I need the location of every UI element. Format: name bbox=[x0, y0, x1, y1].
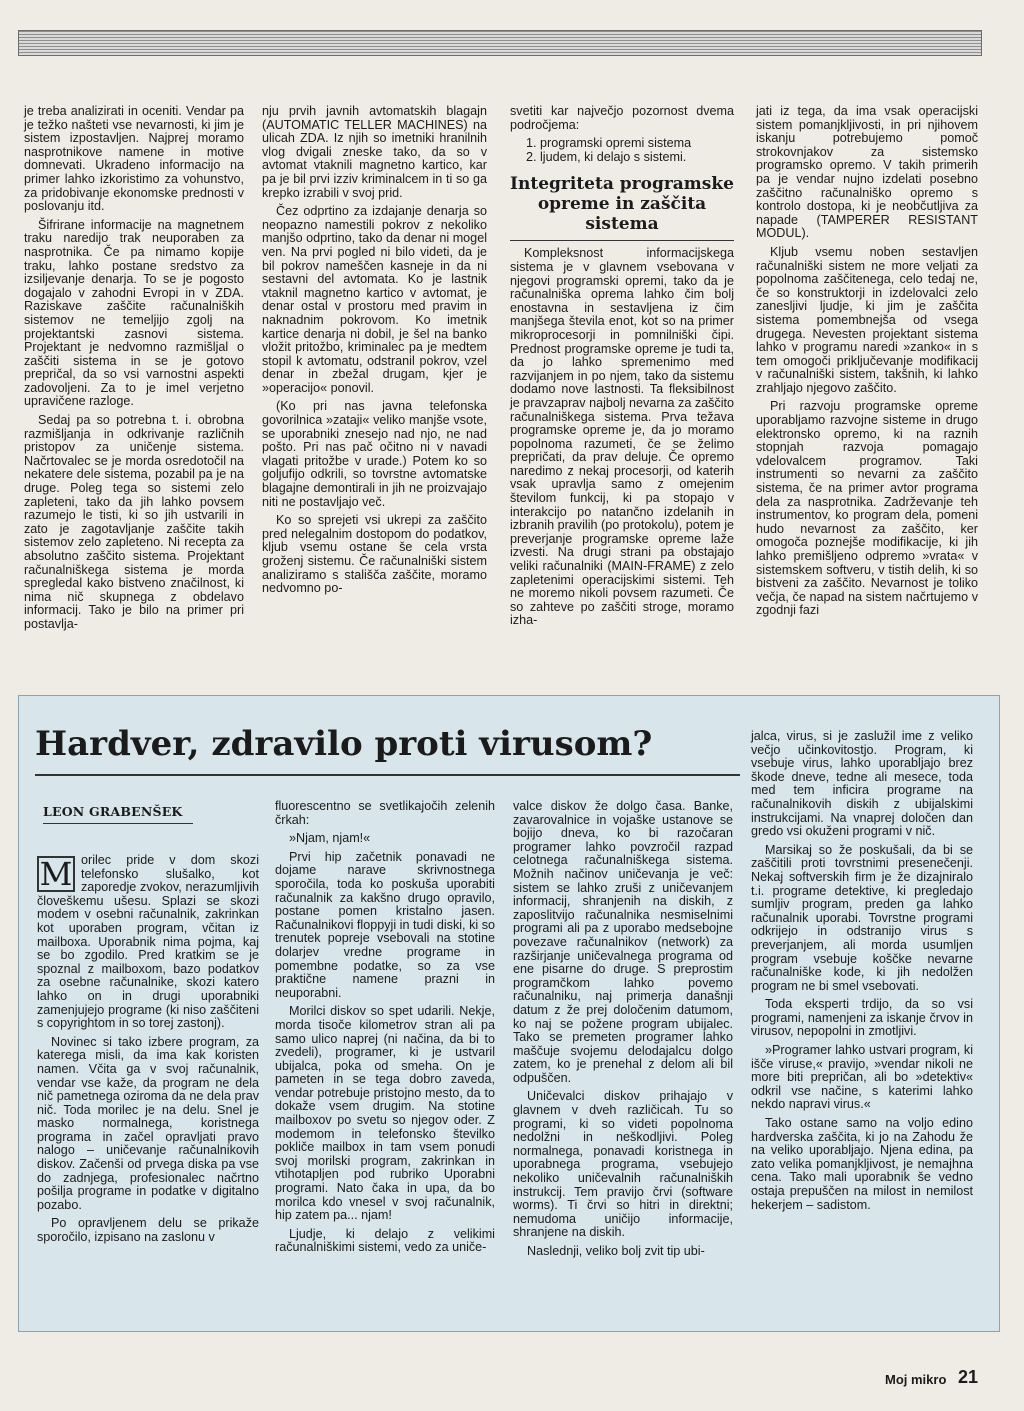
top-article-column-2 bbox=[262, 105, 487, 601]
paragraph: nju prvih javnih avtomatskih blagajn (AUTOMATIC TELLER MACHINES) na ulicah ZDA. Iz njih so imetniki hranilnih vlog dvigali zneske tako, da so v avtomat vtaknili magnetno kartico, kar pa je bil prvi izziv kriminalcem in ti so ga krepko izrabili v svoj prid. bbox=[262, 104, 487, 200]
paragraph: fluorescentno se svetlikajočih zelenih črkah: bbox=[275, 799, 495, 827]
box-column-3 bbox=[513, 800, 733, 1264]
paragraph: jalca, virus, si je zaslužil ime z veliko večjo učinkovitostjo. Program, ki vsebuje virus, lahko uporabljajo brez škode dneve, tedne ali mesece, toda med tem inficira programe na računalnikovih diskih z ubijalskimi instrukcijami. Na vnaprej določen dan gredo vsi okuženi programi v nič. bbox=[751, 729, 973, 839]
paragraph: Novinec si tako izbere program, za katerega misli, da ima kak koristen namen. Včita ga v svoj računalnik, vendar vse kaže, da program ne dela nič pametnega oziroma da ne dela prav nič. Toda morilec je na delu. Snel je masko normalnega, koristnega programa in začel opravljati pravo nalogo – uničevanje računalnikovih diskov. Začenši od prvega diska pa vse do zadnjega, profesionalec načrtno pošilja programe in podatke v digitalno pozabo. bbox=[37, 1034, 259, 1212]
box-column-1 bbox=[37, 854, 259, 1250]
paragraph: Tako ostane samo na voljo edino hardverska zaščita, ki jo na Zahodu že na veliko uporabljajo. Njena edina, pa zato velika pomanjkljivost, je nemajhna cena. Tako mali uporabnik še vedno ostaja prepuščen na milost in nemilost hekerjem – sadistom. bbox=[751, 1116, 973, 1212]
top-article-column-4 bbox=[756, 105, 978, 623]
paragraph: Čez odprtino za izdajanje denarja so neopazno namestili pokrov z nekoliko manjšo odprtino, tako da denar ni mogel ven. Na prvi pogled ni bilo videti, da je bil pokrov nameščen kasneje in da ni sestavni del avtomata. Ko je lastnik vtaknil magnetno kartico v avtomat, je denar ostal v prostoru med pravim in naknadnim pokrovom. Ko imetnik kartice denarja ni dobil, je šel na banko vložit pritožbo, kriminalec pa je medtem stopil k avtomatu, odstranil pokrov, vzel denar in zbežal drugam, kjer je »operacijo« ponovil. bbox=[262, 204, 487, 395]
paragraph: je treba analizirati in oceniti. Vendar pa je težko našteti vse nevarnosti, ki jim je sistem izpostavljen. Najprej moramo nasprotnikove namene in motive domnevati. Ukradeno informacijo na primer lahko izkoristimo za vohunstvo, za pridobivanje ekonomske prednosti v poslovanju itd. bbox=[24, 104, 244, 214]
drop-cap: M bbox=[37, 856, 75, 892]
paragraph: Po opravljenem delu se prikaže sporočilo, izpisano na zaslonu v bbox=[37, 1216, 259, 1245]
box-column-4 bbox=[751, 730, 973, 1217]
author-divider bbox=[43, 823, 193, 824]
paragraph: Sedaj pa so potrebna t. i. obrobna razmišljanja in odkrivanje različnih pristopov za uničenje sistema. Načrtovalec se je morda osredotočil na nekatere dele sistema, pozabil pa je na druge. Poleg tega so sistemi zelo zapleteni, tako da jih lahko povsem razumejo le tisti, ki so jih ustvarili in zato je zagotavljanje zaščite takih sistemov zelo zapleteno. Ni recepta za absolutno zaščito sistema. Projektant računalniškega sistema je morda spregledal kako bistveno značilnost, ki nima nič skupnega z obdelavo informacij. Tako je bilo na primer pri postavlja- bbox=[24, 413, 244, 631]
top-article-column-1 bbox=[24, 105, 244, 637]
paragraph: »Njam, njam!« bbox=[289, 831, 371, 846]
article-author: LEON GRABENŠEK bbox=[43, 804, 183, 819]
magazine-name: Moj mikro bbox=[885, 1372, 947, 1387]
paragraph: valce diskov že dolgo časa. Banke, zavarovalnice in vojaške ustanove se bojijo dneva, ko bi razočaran programer lahko povzročil razpad celotnega računalniškega sistema. Možnih načinov uničevanja je več: sistem se lahko zruši z uničevanjem informacij, shranjenih na diskih, z zaposlitvijo računalnika nesmiselnimi programi ali pa z uporabo medsebojne povezave računalnikov (network) za razširjanje uničevalnega programa od ene pisarne do druge. S preprostim programčkom lahko povemo računalniku, naj primerja današnji datum z že prej določenim datumom, ko naj se požene program ubijalec. Tako se premeten programer lahko maščuje svojemu delodajalcu dolgo zatem, ko je prenehal z delom ali bil odpuščen. bbox=[513, 799, 733, 1085]
header-stripe bbox=[18, 30, 982, 56]
paragraph bbox=[37, 854, 259, 1031]
paragraph: jati iz tega, da ima vsak operacijski sistem pomanjkljivosti, in pri njihovem iskanju potrebujemo pomoč strokovnjakov za sistemsko programsko opremo. V takih primerih pa je vendar nujno izdelati posebno zaščitno računalniško opremo s kontrolo dostopa, ki je neobčutljiva za napade (TAMPERER RESISTANT MODUL). bbox=[756, 104, 978, 241]
paragraph: Ljudje, ki delajo z velikimi računalniškimi sistemi, vedo za uniče- bbox=[275, 1226, 495, 1255]
sidebar-article-box bbox=[18, 695, 1000, 1332]
page-number: 21 bbox=[958, 1367, 979, 1387]
list-item: 1. programski opremi sistema bbox=[540, 137, 734, 151]
paragraph: Ko so sprejeti vsi ukrepi za zaščito pred nelegalnim dostopom do podatkov, kljub vsemu ostane še cela vrsta groženj sistemu. Če računalniški sistem analiziramo s stališča zaščite, moramo nedvomno po- bbox=[262, 513, 487, 596]
paragraph: »Programer lahko ustvari program, ki išče viruse,« pravijo, »vendar nikoli ne more biti prepričan, ali bo »detektiv« odkril vse načine, s katerimi lahko nekdo napravi virus.« bbox=[751, 1043, 973, 1112]
paragraph: Marsikaj so že poskušali, da bi se zaščitili proti tovrstnimi presenečenji. Nekaj softverskih firm je že dizajniralo t.i. programe detektive, ki pregledajo sumljiv program, preden ga lahko računalnik uporabi. Tovrstne programi odkrijejo in odstranijo virus s preverjanjem, ali morda usumljen program vsebuje koščke nevarne računalniške kode, ki jih nedolžen program ne bi smel vsebovati. bbox=[751, 842, 973, 993]
paragraph: Kompleksnost informacijskega sistema je v glavnem vsebovana v njegovi programski opremi, tako da je računalniška oprema lahko čim bolj enostavna in sestavljena iz čim manjšega števila enot, kot so na primer mikroprocesorji in pomnilniški čipi. Prednost programske opreme je tudi ta, da jo lahko spremenimo med razvijanjem in po njem, tako da sistemu dodamo nove lastnosti. Ta fleksibilnost je pravzaprav najbolj nevarna za zaščito računalniškega sistema. Prva težava programske opreme je, da jo moramo popolnoma razumeti, če se želimo prepričati, da prav deluje. Če opremo naredimo z nekaj procesorji, od katerih vsak upravlja samo z omejenim številom funkcij, ki pa stopajo v interakcijo po natančno izdelanih in izbranih pravilih (po protokolu), potem je preverjanje programske opreme laže izvesti. Na drugi strani pa obstajajo veliki računalniki (MAIN-FRAME) z zelo zapletenimi operacijskimi sistemi. Teh ne moremo nikoli povsem razumeti. Če so zahteve po zaščiti stroge, moramo izha- bbox=[510, 246, 735, 628]
topic-list bbox=[510, 137, 734, 164]
paragraph: Morilci diskov so spet udarili. Nekje, morda tisoče kilometrov stran ali pa samo ulico naprej (ni načina, da bi to zvedeli), programer, ki je ustvaril ubijalca, poka od smeha. On je pameten in se tega dobro zaveda, vendar potrebuje pristojno mesto, da to dokaže vsem drugim. Na stotine mailboxov po svetu so njegov oder. Z modemom in telefonsko številko pokliče mailbox in tam vsem ponudi svoj morilski program, zakrinkan in vtihotapljen pod rubriko Uporabni programi. Nato čaka in upa, da bo morilca kdo vnesel v svoj računalnik, hip zatem pa... njam! bbox=[275, 1004, 495, 1223]
title-divider bbox=[35, 774, 740, 776]
paragraph: Toda eksperti trdijo, da so vsi programi, namenjeni za iskanje črvov in virusov, nepopolni in zmotljivi. bbox=[751, 997, 973, 1039]
box-column-2 bbox=[275, 800, 495, 1260]
paragraph: Naslednji, veliko bolj zvit tip ubi- bbox=[527, 1244, 705, 1258]
top-article-column-3 bbox=[510, 105, 734, 633]
paragraph: Šifrirane informacije na magnetnem traku naredijo trak neuporaben za nasprotnika. Če pa nimamo kopije traku, lahko postane sredstvo za izsiljevanje denarja. To se je pogosto dogajalo v zahodni Evropi in v ZDA. Raziskave zaščite računalniških sistemov ne temeljijo zgolj na projektantski zasnovi sistema. Projektant je nedvomno razmišljal o zaščiti sistema in se je gotovo prepričal, da so vsi varnostni aspekti zadovoljeni. Za to je imel verjetno upravičene razloge. bbox=[24, 217, 244, 409]
paragraph: Pri razvoju programske opreme uporabljamo razvojne sisteme in drugo elektronsko opremo, ki na raznih stopnjah razvoja pomagajo vdelovalcem programov. Taki instrumenti so nevarni za zaščito sistema, če na primer avtor programa dela za nasprotnika. Zadrževanje teh instrumentov, ko program dela, pomeni hudo nevarnost za zaščito, ker omogoča poznejše modifikacije, ki jih lahko premišljeno odpremo »vrata« v sistemskem softveru, v tistih delih, ki so bistveni za zaščito. Nevarnost je toliko večja, če napad na sistem načrtujemo v zgodnji fazi bbox=[756, 399, 978, 618]
list-item: 2. ljudem, ki delajo s sistemi. bbox=[540, 151, 734, 165]
paragraph: Kljub vsemu noben sestavljen računalniški sistem ne more veljati za popolnoma zaščitenega, celo tedaj ne, če so konstruktorji in izdelovalci zelo zanesljivi ljudje, ki jim je zaščita sistema pomembnejša od vsega drugega. Nevesten projektant sistema lahko v programu naredi »zanko« in s tem omogoči priključevanje modifikacij v računalniški sistem, takšnih, ki lahko zrahljajo njegovo zaščito. bbox=[756, 244, 978, 395]
paragraph: svetiti kar največjo pozornost dvema področjema: bbox=[510, 104, 734, 132]
paragraph: Prvi hip začetnik ponavadi ne dojame narave skrivnostnega sporočila, toda ko poskuša uporabiti računalnik za kakšno drugo opravilo, postane pomen kristalno jasen. Računalnikovi floppyji in tudi diski, ki so trenutek popreje vsebovali na stotine dolarjev vredne programe in pomembne podatke, so za vse praktične namene prazni in neuporabni. bbox=[275, 849, 495, 1000]
paragraph-text: orilec pride v dom skozi telefonsko slušalko, kot zaporedje zvokov, nerazumljivih človeškemu ušesu. Splazi se skozi modem v osebni računalnik, zakrinkan kot uporaben program, včitan iz mailboxa. Uporabnik nima pojma, kaj se bo zgodilo. Pred kratkim se je spoznal z mailboxom, bazo podatkov za osebne računalnike, skozi katero lahko on in drugi uporabniki zamenjujejo programe (ki niso zaščiteni s copyrightom in so torej zastonj). bbox=[37, 853, 259, 1031]
paragraph: (Ko pri nas javna telefonska govorilnica »zataji« veliko manjše vsote, se uporabniki znesejo nad njo, ne nad pošto. Pri nas pač očitno ni v navadi vlagati pritožbe v urade.) Potem ko so goljufijo odkrili, so tovrstne avtomatske blagajne demontirali in jih ne proizvajajo niti ne postavljajo več. bbox=[262, 399, 487, 509]
paragraph: Uničevalci diskov prihajajo v glavnem v dveh različicah. Tu so programi, ki so videti popolnoma nedolžni in neškodljivi. Poleg normalnega, ponavadi koristnega in uporabnega programa, vsebujejo nekoliko uničevalnih računalniških instrukcij. Tem pravijo črvi (software worms). Ti črvi so hitri in direktni; nemudoma uničijo informacije, shranjene na diskih. bbox=[513, 1089, 733, 1240]
article-title: Hardver, zdravilo proti virusom? bbox=[35, 724, 653, 764]
section-heading: Integriteta programske opreme in zaščita sistema bbox=[510, 174, 734, 241]
